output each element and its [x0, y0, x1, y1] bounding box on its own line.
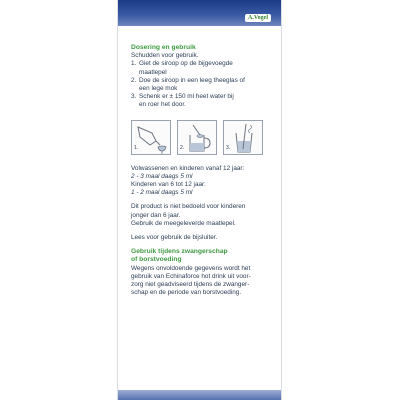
usage-illustrations	[131, 120, 263, 155]
step-2	[131, 77, 277, 93]
pregnancy-text-line-3: zorg niet geadviseerd tijdens de zwanger-	[131, 281, 250, 289]
step-3-line-1: Schenk er ± 150 ml heet water bij	[139, 93, 234, 101]
step-1-line-1: Giet de siroop op de bijgevoegde	[139, 60, 233, 68]
pregnancy-text-line-1: Wegens onvoldoende gegevens wordt het	[131, 264, 251, 272]
children-dosage-value: 1 - 2 maal daags 5 ml	[131, 189, 193, 197]
age-warning-line-1: Dit product is niet bedoeld voor kinderen	[131, 203, 246, 211]
step-3	[131, 93, 277, 109]
step-3-line-2: en roer het door.	[139, 101, 186, 109]
adults-dosage-label: Volwassenen en kinderen vanaf 12 jaar:	[131, 164, 245, 172]
illustration-panel-2	[177, 120, 217, 155]
step-2-line-1: Doe de siroop in een leeg theeglas of	[139, 76, 245, 84]
illustration-panel-3	[223, 120, 263, 155]
step-1-line-2: maatlepel	[139, 68, 167, 76]
illustration-panel-1	[131, 120, 171, 155]
brand-logo: A.Vogel	[245, 14, 271, 22]
pregnancy-heading-line-2: of borstvoeding	[131, 256, 182, 264]
leaflet-content	[131, 44, 277, 297]
step-1	[131, 60, 277, 76]
pregnancy-text-line-4: schap en de periode van borstvoeding.	[131, 289, 242, 297]
children-dosage-label: Kinderen van 6 tot 12 jaar:	[131, 181, 206, 189]
adults-dosage-value: 2 - 3 maal daags 5 ml	[131, 172, 193, 180]
dosering-heading: Dosering en gebruik	[131, 44, 196, 51]
illustration-label-1: 1.	[134, 145, 139, 152]
illustration-label-2: 2.	[180, 145, 185, 152]
top-blue-band	[118, 0, 281, 26]
bottom-blue-band	[118, 390, 281, 400]
step-1-number: 1.	[131, 60, 137, 68]
step-2-line-2: een lege mok	[139, 85, 178, 93]
package-panel	[117, 0, 282, 400]
measuring-spoon-note: Gebruik de meegeleverde maatlepel.	[131, 219, 236, 227]
age-warning-line-2: jonger dan 6 jaar.	[131, 211, 181, 219]
step-3-number: 3.	[131, 93, 137, 101]
dosering-intro: Schudden voor gebruik.	[131, 52, 199, 60]
pregnancy-heading-line-1: Gebruik tijdens zwangerschap	[131, 248, 228, 256]
step-2-number: 2.	[131, 76, 137, 84]
illustration-label-3: 3.	[226, 145, 231, 152]
leaflet-note: Lees voor gebruik de bijsluiter.	[131, 234, 218, 242]
pregnancy-text-line-2: gebruik van Echinaforce hot drink uit voor-	[131, 272, 251, 280]
